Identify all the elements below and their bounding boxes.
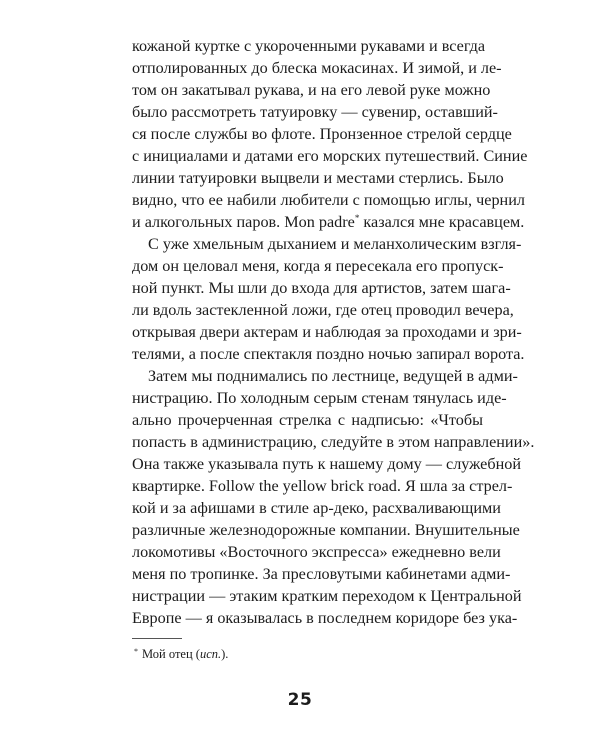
text-line: ной пункт. Мы шли до входа для артистов, затем шага- (132, 279, 511, 297)
footnote-text-tail: ). (221, 647, 229, 661)
text-line: нистрацию. По холодным серым стенам тянулась иде- (132, 389, 507, 407)
paragraph-start-line: С уже хмельным дыханием и меланхолическим взгля- (148, 235, 522, 253)
text-line: локомотивы «Восточного экспресса» ежедневно вели (132, 543, 501, 561)
text-line: отполированных до блеска мокасинах. И зимой, и ле- (132, 59, 502, 77)
text-line: ли вдоль застекленной ложи, где отец проводил вечера, (132, 301, 514, 319)
text-line: ся после службы во флоте. Пронзенное стрелой сердце (132, 125, 512, 143)
text-line: меня по тропинке. За пресловутыми кабинетами адми- (132, 565, 511, 583)
text-line: нистрации — этаким кратким переходом к Центральной (132, 587, 522, 605)
text-line: видно, что ее набили любители с помощью иглы, чернил (132, 191, 525, 209)
footnote-abbreviation: исп. (199, 647, 222, 661)
text-line: открывая двери актерам и наблюдая за проходами и зри- (132, 323, 522, 341)
text-line: было рассмотреть татуировку — сувенир, оставший- (132, 103, 498, 121)
text-line: Она также указывала путь к нашему дому — служебной (132, 455, 521, 473)
page-number: 25 (287, 690, 313, 710)
text-line: попасть в администрацию, следуйте в этом направлении». (132, 433, 535, 451)
text-line: с инициалами и датами его морских путешествий. Синие (132, 147, 528, 165)
text-line: квартирке. Follow the yellow brick road. Я шла за стрел- (132, 477, 513, 495)
footnote-marker: * (134, 647, 138, 656)
text-line-with-footnote-ref (132, 211, 525, 233)
text-line: кожаной куртке с укороченными рукавами и всегда (132, 37, 486, 55)
footnote-reference[interactable]: * (354, 213, 360, 223)
text-line: кой и за афишами в стиле ар-деко, расхваливающими (132, 499, 501, 517)
text-line: линии татуировки выцвели и местами стерлись. Было (132, 169, 504, 187)
text-line: телями, а после спектакля поздно ночью запирал ворота. (132, 345, 525, 363)
footnote-text: Мой отец ( (142, 647, 200, 661)
text-fragment: и алкогольных паров. Mon padre (132, 213, 355, 231)
text-line: ально прочерченная стрелка с надписью: «Чтобы (132, 411, 483, 429)
text-line: различные железнодорожные компании. Внушительные (132, 521, 520, 539)
text-fragment: казался мне красавцем. (359, 213, 525, 231)
footnote-divider (132, 638, 182, 639)
text-line: дом он целовал меня, когда я пересекала его пропуск- (132, 257, 504, 275)
footnote (134, 644, 228, 662)
paragraph-start-line: Затем мы поднимались по лестнице, ведущей в адми- (148, 367, 518, 385)
text-line: том он закатывал рукава, и на его левой руке можно (132, 81, 491, 99)
text-line: Европе — я оказывалась в последнем коридоре без ука- (132, 609, 518, 627)
